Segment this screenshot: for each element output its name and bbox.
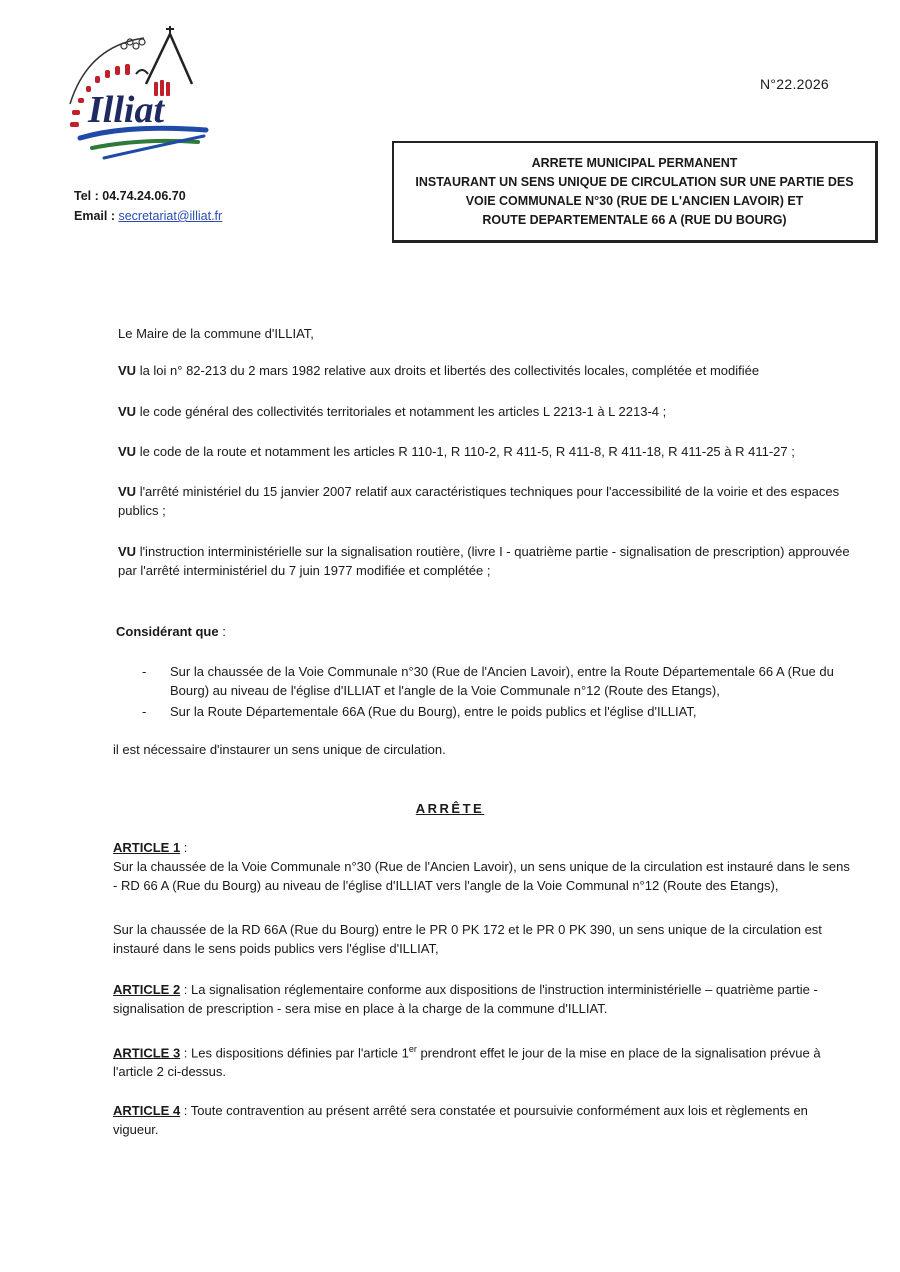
article-2-label: ARTICLE 2 bbox=[113, 982, 181, 997]
considering-bullet: - Sur la chaussée de la Voie Communale n°30 (Rue de l'Ancien Lavoir), entre la Route Départementale 66 A (Rue du Bourg) au niveau de l'église d'ILLIAT et l'angle de la Voie Communale n°12 (Route des Etangs), bbox=[142, 662, 862, 700]
vu-item bbox=[118, 482, 858, 520]
article-2 bbox=[113, 980, 853, 1018]
title-line-3: VOIE COMMUNALE N°30 (RUE DE L'ANCIEN LAVOIR) ET bbox=[465, 193, 804, 208]
vu-item bbox=[118, 361, 858, 380]
vu-text: l'instruction interministérielle sur la signalisation routière, (livre I - quatrième partie - signalisation de prescription) approuvée par l'arrêté interministériel du 7 juin 1977 modifiée et complétée ; bbox=[118, 544, 850, 578]
article-3: ARTICLE 3 : Les dispositions définies par l'article 1er prendront effet le jour de la mise en place de la signalisation prévue à l'article 2 ci-dessus. bbox=[113, 1044, 821, 1080]
contact-block bbox=[74, 186, 222, 226]
title-line-4: ROUTE DEPARTEMENTALE 66 A (RUE DU BOURG) bbox=[482, 212, 787, 227]
illiat-logo bbox=[58, 26, 218, 166]
mayor-intro: Le Maire de la commune d'ILLIAT, bbox=[118, 326, 314, 341]
vu-label: VU bbox=[118, 444, 137, 459]
article-1: ARTICLE 1 : Sur la chaussée de la Voie Communale n°30 (Rue de l'Ancien Lavoir), un sens unique de la circulation est instauré dans le sens - RD 66 A (Rue du Bourg) au niveau de l'église d'ILLIAT vers l'angle de la Voie Communal n°12 (Route des Etangs), bbox=[113, 838, 853, 895]
vu-text: la loi n° 82-213 du 2 mars 1982 relative aux droits et libertés des collectivités locales, complétée et modifiée bbox=[139, 363, 760, 378]
vu-text: le code général des collectivités territoriales et notamment les articles L 2213-1 à L 2213-4 ; bbox=[139, 404, 667, 419]
considering-label: Considérant que bbox=[116, 624, 219, 639]
decree-heading: ARRÊTE bbox=[415, 801, 485, 816]
title-line-2: INSTAURANT UN SENS UNIQUE DE CIRCULATION SUR UNE PARTIE DES bbox=[415, 174, 854, 189]
vu-label: VU bbox=[118, 484, 137, 499]
email-link[interactable]: secretariat@illiat.fr bbox=[118, 209, 223, 223]
vu-label: VU bbox=[118, 404, 137, 419]
vu-text: l'arrêté ministériel du 15 janvier 2007 relatif aux caractéristiques techniques pour l'accessibilité de la voirie et des espaces publics ; bbox=[118, 484, 840, 518]
logo-text: Illiat bbox=[88, 89, 165, 131]
article-4-text: : Toute contravention au présent arrêté sera constatée et poursuivie conformément aux lois et règlements en vigueur. bbox=[113, 1103, 808, 1137]
title-line-1: ARRETE MUNICIPAL PERMANENT bbox=[531, 155, 738, 170]
decree-title-box bbox=[392, 141, 878, 243]
vu-text: le code de la route et notamment les articles R 110-1, R 110-2, R 411-5, R 411-8, R 411-18, R 411-25 à R 411-27 ; bbox=[139, 444, 795, 459]
vu-item bbox=[118, 402, 858, 421]
phone-line bbox=[74, 186, 222, 206]
article-4-label: ARTICLE 4 bbox=[113, 1103, 181, 1118]
considering-bullet: - Sur la Route Départementale 66A (Rue du Bourg), entre le poids publics et l'église d'ILLIAT, bbox=[142, 702, 862, 721]
vu-label: VU bbox=[118, 544, 137, 559]
article-2-text: : La signalisation réglementaire conforme aux dispositions de l'instruction interministérielle – quatrième partie - signalisation de prescription - sera mise en place à la charge de la commune d'ILLIAT. bbox=[113, 982, 818, 1016]
article-1-para-2: Sur la chaussée de la RD 66A (Rue du Bourg) entre le PR 0 PK 172 et le PR 0 PK 390, un sens unique de la circulation est instauré dans le sens poids publics vers l'église d'ILLIAT, bbox=[113, 922, 822, 956]
phone-label: Tel : bbox=[74, 189, 99, 203]
bullet-text: Sur la Route Départementale 66A (Rue du Bourg), entre le poids publics et l'église d'ILLIAT, bbox=[170, 704, 697, 719]
considering-conclusion: il est nécessaire d'instaurer un sens unique de circulation. bbox=[113, 742, 446, 757]
vu-item bbox=[118, 542, 858, 580]
article-3-label: ARTICLE 3 bbox=[113, 1045, 181, 1061]
vu-item bbox=[118, 442, 858, 461]
decree-reference: N°22.2026 bbox=[760, 76, 830, 92]
email-line bbox=[74, 206, 222, 226]
logo-graphic bbox=[58, 26, 218, 166]
article-4 bbox=[113, 1101, 853, 1139]
phone-value: 04.74.24.06.70 bbox=[102, 189, 186, 203]
considering-suffix: : bbox=[218, 624, 226, 639]
article-1-label: ARTICLE 1 bbox=[113, 840, 181, 855]
bullet-text: Sur la chaussée de la Voie Communale n°30 (Rue de l'Ancien Lavoir), entre la Route Départementale 66 A (Rue du Bourg) au niveau de l'église d'ILLIAT et l'angle de la Voie Communale n°12 (Route des Etangs), bbox=[170, 664, 834, 698]
article-1-para-1: Sur la chaussée de la Voie Communale n°30 (Rue de l'Ancien Lavoir), un sens unique de la circulation est instauré dans le sens - RD 66 A (Rue du Bourg) au niveau de l'église d'ILLIAT vers l'angle de la Voie Communal n°12 (Route des Etangs), bbox=[113, 859, 850, 893]
considering-heading bbox=[116, 622, 226, 641]
vu-label: VU bbox=[118, 363, 137, 378]
email-label: Email : bbox=[74, 209, 115, 223]
